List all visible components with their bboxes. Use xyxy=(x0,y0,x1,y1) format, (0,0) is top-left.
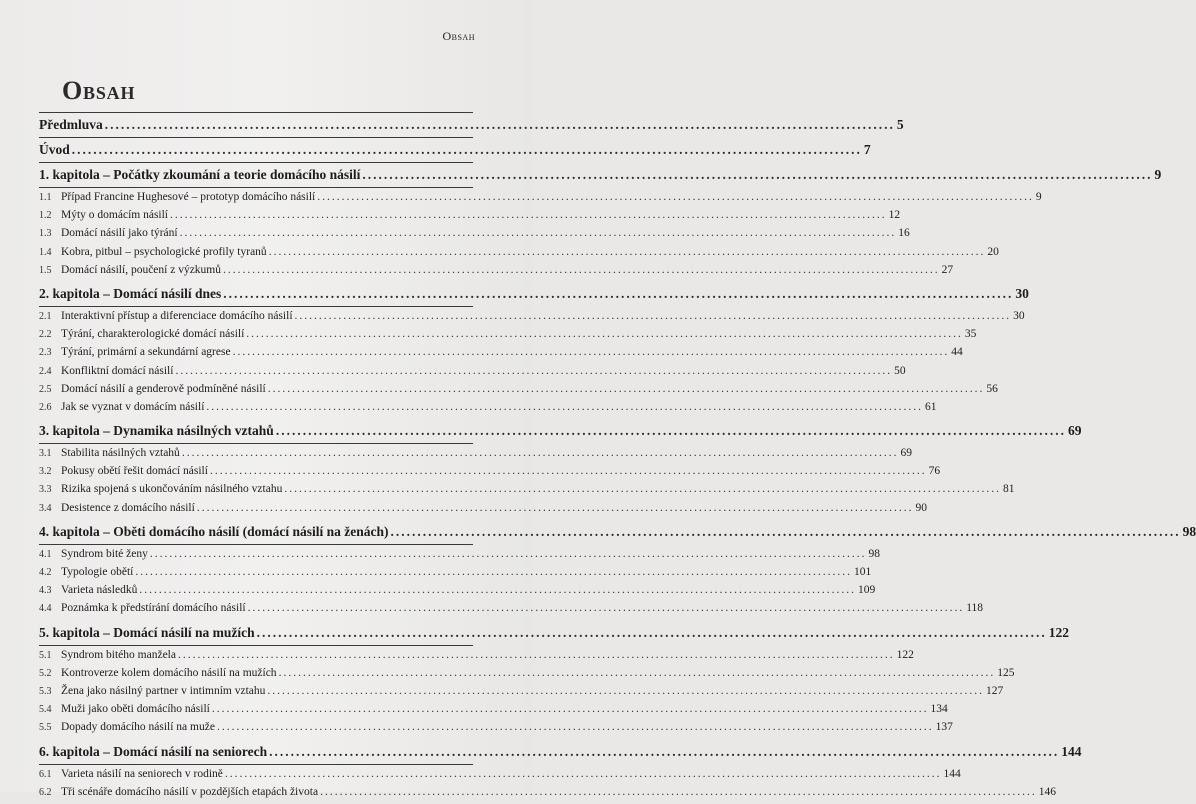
toc-section-page: 61 xyxy=(925,400,937,413)
toc-section-title: Syndrom bitého manžela xyxy=(61,648,176,661)
dot-leader xyxy=(268,380,985,398)
toc-section-entry xyxy=(39,765,961,783)
dot-leader xyxy=(72,138,862,162)
toc-section-page: 122 xyxy=(896,648,914,661)
toc-section-number: 4.3 xyxy=(39,585,52,597)
toc-section-title: Kobra, pitbul – psychologické profily tyranů xyxy=(61,245,267,258)
toc-section-entry xyxy=(39,783,1056,801)
toc-section-number: 3.2 xyxy=(39,466,52,478)
toc-section-entry xyxy=(39,480,1015,498)
toc-section-title: Varieta následků xyxy=(61,584,138,597)
toc-chapter-page: 5 xyxy=(896,117,904,132)
toc-section-entry xyxy=(39,444,912,462)
dot-leader xyxy=(225,765,942,783)
toc-section-number: 1.4 xyxy=(39,246,52,258)
toc-section-number: 4.2 xyxy=(39,567,52,578)
toc-section-number: 4.1 xyxy=(39,548,52,560)
toc-section-page: 27 xyxy=(941,263,954,276)
toc-section-number: 2.3 xyxy=(39,347,52,359)
dot-leader xyxy=(170,206,887,224)
toc-section-group xyxy=(39,646,1015,740)
toc-section-number: 2.4 xyxy=(39,365,52,377)
dot-leader xyxy=(257,621,1047,645)
toc-section-page: 56 xyxy=(986,382,998,395)
toc-section-entry xyxy=(39,188,1042,206)
toc-section-entry xyxy=(39,462,941,480)
toc-section-page: 69 xyxy=(900,447,912,460)
dot-leader xyxy=(317,188,1034,206)
toc-section-page: 81 xyxy=(1002,483,1015,496)
toc-section-entry xyxy=(39,646,914,664)
toc-section-title: Syndrom bité ženy xyxy=(61,547,148,560)
toc-section-number: 5.1 xyxy=(39,649,52,661)
toc-section-title: Stabilita násilných vztahů xyxy=(61,447,180,460)
dot-leader xyxy=(223,282,1013,306)
toc-section-entry xyxy=(39,700,948,718)
toc-section-entry xyxy=(39,261,954,279)
toc-chapter-page: 9 xyxy=(1154,167,1162,182)
toc-section-title: Rizika spojená s ukončováním násilného vztahu xyxy=(61,483,283,496)
toc-chapter-title: Úvod xyxy=(39,142,70,157)
toc-section-group xyxy=(39,765,1056,804)
toc-section-group xyxy=(39,444,1015,520)
toc-section-page: 134 xyxy=(930,703,948,716)
toc-section-number: 2.2 xyxy=(39,329,52,341)
toc-section-page: 109 xyxy=(857,584,876,597)
dot-leader xyxy=(248,599,965,617)
toc-section-title: Dopady domácího násilí na muže xyxy=(61,721,215,734)
toc-section-page: 125 xyxy=(997,666,1015,679)
toc-section-page: 44 xyxy=(951,346,963,359)
toc-section-page: 98 xyxy=(868,547,880,560)
dot-leader xyxy=(182,444,899,462)
toc-section-entry xyxy=(39,545,880,563)
toc-chapter-entry xyxy=(39,113,904,138)
dot-leader xyxy=(391,520,1181,544)
toc-chapter-title: 5. kapitola – Domácí násilí na mužích xyxy=(39,624,255,640)
toc-section-title: Tři scénáře domácího násilí v pozdějších etapách života xyxy=(61,785,319,798)
toc-section-entry xyxy=(39,581,876,599)
dot-leader xyxy=(197,499,914,517)
toc-section-group xyxy=(39,188,1042,282)
dot-leader xyxy=(135,563,852,581)
toc-section-entry xyxy=(39,380,998,398)
toc-section-number: 5.4 xyxy=(39,704,52,716)
toc-section-page: 35 xyxy=(964,328,977,341)
toc-section-entry xyxy=(39,499,927,517)
table-of-contents xyxy=(39,112,1196,804)
dot-leader xyxy=(180,224,897,242)
toc-section-entry xyxy=(39,243,999,261)
toc-chapter-title: 3. kapitola – Dynamika násilných vztahů xyxy=(39,423,274,439)
toc-section-number: 2.5 xyxy=(39,383,52,395)
toc-section-number: 6.1 xyxy=(39,768,52,780)
toc-section-entry xyxy=(39,664,1015,682)
dot-leader xyxy=(276,419,1066,443)
toc-section-entry xyxy=(39,325,977,343)
toc-section-page: 118 xyxy=(966,602,984,615)
toc-chapter-title: 1. kapitola – Počátky zkoumání a teorie domácího násilí xyxy=(39,167,361,182)
toc-section-title: Muži jako oběti domácího násilí xyxy=(61,703,210,716)
toc-section-title: Domácí násilí jako týrání xyxy=(61,227,178,240)
toc-chapter-entry xyxy=(39,138,871,163)
toc-section-page: 30 xyxy=(1013,309,1025,322)
toc-chapter-title: 6. kapitola – Domácí násilí na seniorech xyxy=(39,743,268,759)
toc-section-entry xyxy=(39,599,984,617)
dot-leader xyxy=(284,480,1001,498)
toc-section-page: 12 xyxy=(888,209,901,222)
toc-section-entry xyxy=(39,343,963,361)
dot-leader xyxy=(212,700,929,718)
toc-chapter-page: 69 xyxy=(1067,423,1082,439)
dot-leader xyxy=(178,646,895,664)
toc-section-page: 144 xyxy=(943,767,961,780)
toc-section-number: 3.1 xyxy=(39,448,52,460)
toc-section-title: Mýty o domácím násilí xyxy=(61,209,169,222)
toc-section-title: Kontroverze kolem domácího násilí na mužích xyxy=(61,666,277,679)
running-head: Obsah xyxy=(442,29,475,43)
dot-leader xyxy=(223,261,940,279)
toc-section-title: Varieta násilí na seniorech v rodině xyxy=(61,767,223,780)
toc-section-number: 1.1 xyxy=(39,192,52,203)
toc-section-entry xyxy=(39,362,906,380)
toc-section-number: 5.5 xyxy=(39,722,52,734)
toc-section-number: 1.3 xyxy=(39,228,52,240)
toc-section-number: 6.2 xyxy=(39,786,52,798)
toc-section-number: 2.6 xyxy=(39,401,52,413)
toc-section-page: 20 xyxy=(987,245,999,258)
dot-leader xyxy=(246,325,963,343)
toc-section-title: Žena jako násilný partner v intimním vztahu xyxy=(61,684,266,697)
toc-section-page: 127 xyxy=(986,684,1004,697)
toc-section-number: 2.1 xyxy=(39,310,52,322)
toc-section-entry xyxy=(39,398,937,416)
toc-chapter-page: 122 xyxy=(1048,624,1070,640)
dot-leader xyxy=(206,398,923,416)
toc-section-title: Interaktivní přístup a diferenciace domácího násilí xyxy=(61,309,293,322)
toc-section-title: Domácí násilí, poučení z výzkumů xyxy=(61,263,222,276)
toc-chapter-entry xyxy=(39,163,1162,188)
toc-section-number: 5.2 xyxy=(39,667,52,679)
dot-leader xyxy=(139,581,856,599)
toc-section-page: 101 xyxy=(853,566,872,578)
dot-leader xyxy=(217,718,934,736)
toc-section-number: 3.3 xyxy=(39,484,52,496)
toc-chapter-entry xyxy=(39,419,1082,444)
toc-chapter-entry xyxy=(39,282,1029,307)
dot-leader xyxy=(233,343,950,361)
toc-chapter-entry xyxy=(39,621,1070,646)
toc-chapter-page: 30 xyxy=(1015,285,1029,301)
toc-section-title: Typologie obětí xyxy=(61,566,134,578)
toc-section-group xyxy=(39,307,1025,419)
dot-leader xyxy=(267,682,984,700)
toc-chapter-page: 7 xyxy=(863,142,871,157)
toc-section-number: 1.2 xyxy=(39,210,52,222)
toc-section-entry xyxy=(39,563,872,581)
dot-leader xyxy=(210,462,927,480)
toc-section-number: 1.5 xyxy=(39,264,52,276)
toc-section-page: 76 xyxy=(928,465,941,478)
toc-section-page: 50 xyxy=(894,364,906,377)
toc-section-title: Konfliktní domácí násilí xyxy=(61,364,174,377)
toc-chapter-title: Předmluva xyxy=(39,117,103,132)
toc-section-entry xyxy=(39,718,953,736)
toc-section-title: Týrání, primární a sekundární agrese xyxy=(61,346,231,359)
dot-leader xyxy=(320,783,1037,801)
toc-section-number: 4.4 xyxy=(39,603,52,615)
toc-chapter-title: 4. kapitola – Oběti domácího násilí (domácí násilí na ženách) xyxy=(39,523,389,539)
toc-section-page: 146 xyxy=(1038,785,1056,798)
page-title: Obsah xyxy=(62,76,136,105)
toc-section-number: 5.3 xyxy=(39,685,52,697)
toc-section-page: 137 xyxy=(935,721,953,734)
toc-section-entry xyxy=(39,682,1004,700)
toc-section-number: 3.4 xyxy=(39,502,52,514)
toc-section-page: 9 xyxy=(1035,191,1042,203)
dot-leader xyxy=(269,740,1059,764)
dot-leader xyxy=(269,243,986,261)
toc-section-title: Pokusy obětí řešit domácí násilí xyxy=(61,465,208,478)
dot-leader xyxy=(362,163,1152,187)
toc-section-entry xyxy=(39,224,910,242)
toc-section-title: Desistence z domácího násilí xyxy=(61,501,195,514)
toc-chapter-entry xyxy=(39,520,1196,545)
toc-chapter-title: 2. kapitola – Domácí násilí dnes xyxy=(39,285,222,301)
toc-section-page: 16 xyxy=(898,227,910,240)
toc-section-group xyxy=(39,545,984,621)
dot-leader xyxy=(295,307,1012,325)
toc-section-title: Týrání, charakterologické domácí násilí xyxy=(61,328,245,341)
toc-section-page: 90 xyxy=(915,501,927,514)
toc-section-entry xyxy=(39,206,901,224)
toc-chapter-entry xyxy=(39,740,1082,765)
toc-section-entry xyxy=(39,307,1025,325)
toc-chapter-page: 98 xyxy=(1182,523,1196,539)
toc-section-title: Případ Francine Hughesové – prototyp domácího násilí xyxy=(61,191,316,203)
dot-leader xyxy=(279,664,996,682)
toc-section-title: Poznámka k předstírání domácího násilí xyxy=(61,602,246,615)
toc-section-title: Jak se vyznat v domácím násilí xyxy=(61,400,205,413)
toc-section-title: Domácí násilí a genderově podmíněné násilí xyxy=(61,382,266,395)
dot-leader xyxy=(150,545,867,563)
toc-chapter-page: 144 xyxy=(1061,743,1082,759)
dot-leader xyxy=(105,113,895,137)
dot-leader xyxy=(175,362,892,380)
